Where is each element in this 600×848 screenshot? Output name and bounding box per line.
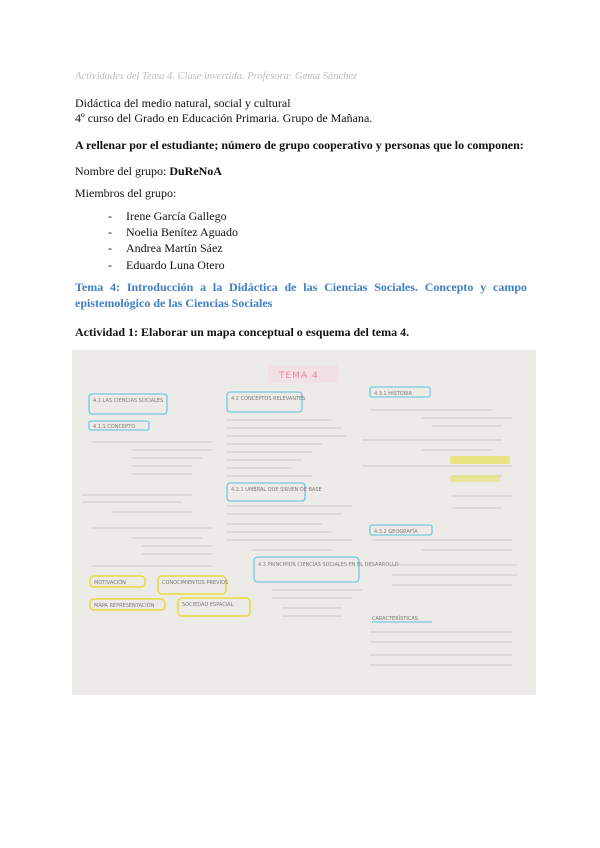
member-item: - Irene García Gallego	[108, 208, 238, 224]
highlight-mark	[450, 475, 500, 482]
map-heading-caracteristicas: CARACTERÍSTICAS	[372, 616, 418, 622]
map-heading-historia: 4.3.1 HISTORIA	[374, 391, 413, 397]
members-label: Miembros del grupo:	[75, 186, 177, 200]
tag-sociedad-text: SOCIEDAD ESPACIAL	[182, 602, 234, 608]
group-name-label: Nombre del grupo:	[75, 164, 167, 178]
activity-heading: Actividad 1: Elaborar un mapa conceptual o esquema del tema 4.	[75, 325, 410, 339]
member-item: - Noelia Benítez Aguado	[108, 224, 238, 240]
topic-heading: Tema 4: Introducción a la Didáctica de las Ciencias Sociales. Concepto y campo epistemológico de las Ciencias Sociales	[75, 280, 527, 310]
map-heading-conceptos: 4.2 CONCEPTOS RELEVANTES	[231, 396, 306, 402]
map-heading-geografia: 4.3.2 GEOGRAFÍA	[374, 529, 418, 535]
group-name-value: DuReNoA	[169, 164, 222, 178]
highlight-mark	[450, 456, 510, 464]
map-heading-ccss: 4.1 LAS CIENCIAS SOCIALES	[93, 398, 164, 404]
map-heading-concepto: 4.1.1 CONCEPTO	[93, 424, 136, 430]
concept-map-drawing	[72, 350, 536, 695]
tag-motivacion-text: MOTIVACIÓN	[94, 580, 126, 586]
map-heading-principios: 4.3 PRINCIPIOS CIENCIAS SOCIALES EN EL DESARROLLO	[258, 562, 399, 568]
course-subject: Didáctica del medio natural, social y cultural	[75, 96, 291, 110]
concept-map-photo	[72, 350, 536, 695]
tag-conocimientos-text: CONOCIMIENTOS PREVIOS	[162, 580, 229, 586]
page-header: Actividades del Tema 4. Clase invertida. Profesora: Gema Sánchez	[75, 71, 358, 82]
tag-mapa-text: MAPA REPRESENTACIÓN	[94, 603, 155, 609]
instruction-text: A rellenar por el estudiante; número de grupo cooperativo y personas que lo componen:	[75, 138, 524, 152]
course-group-line: 4º curso del Grado en Educación Primaria. Grupo de Mañana.	[75, 111, 373, 125]
member-item: - Andrea Martín Sáez	[108, 240, 238, 256]
group-name-line	[75, 164, 222, 179]
map-title: TEMA 4	[279, 371, 319, 381]
member-item: - Eduardo Luna Otero	[108, 257, 238, 273]
map-heading-umbral: 4.2.1 UMBRAL QUE SIRVEN DE BASE	[231, 487, 322, 493]
members-list	[108, 208, 238, 273]
